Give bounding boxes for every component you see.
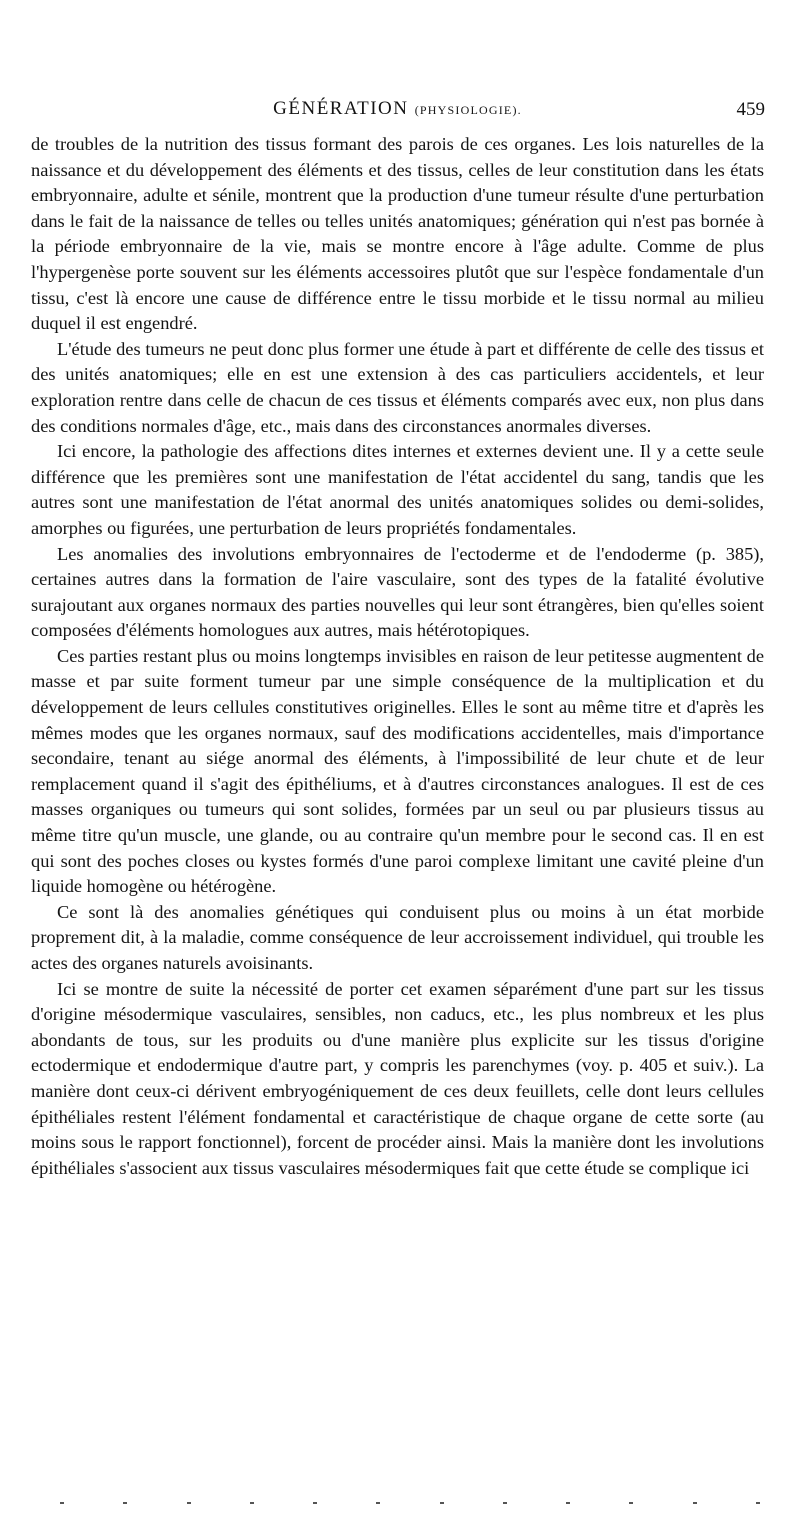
paragraph-6: Ce sont là des anomalies génétiques qui conduisent plus ou moins à un état morbide proprement dit, à la maladie, comme conséquence de leur accroissement individuel, qui trouble les actes des organes naturels avoisinants.: [31, 901, 764, 973]
paragraph-2: L'étude des tumeurs ne peut donc plus former une étude à part et différente de celle des tissus et des unités anatomiques; elle en est une extension à des cas particuliers accidentels, et leur exploration rentre dans celle de chacun de ces tissus et éléments comparés avec eux, non plus dans des conditions normales d'âge, etc., mais dans des circonstances anormales diverses.: [31, 338, 764, 436]
scan-mark: [566, 1502, 570, 1504]
scan-mark: [250, 1502, 254, 1504]
paragraph-3: Ici encore, la pathologie des affections dites internes et externes devient une. Il y a cette seule différence que les premières sont une manifestation de l'état accidentel du sang, tandis que les autres sont une manifestation de l'état anormal des unités anatomiques solides ou demi-solides, amorphes ou figurées, une perturbation de leurs propriétés fondamentales.: [31, 441, 764, 538]
paragraph-5: Ces parties restant plus ou moins longtemps invisibles en raison de leur petitesse augmentent de masse et par suite forment tumeur par une simple conséquence de la multiplication et du développement de leurs cellules constitutives originelles. Elles le sont au même titre et d'après les mêmes modes que les organes normaux, sauf des modifications accidentelles, mais d'importance secondaire, tenant au siége anormal des éléments, à l'impossibilité de leur chute et de leur remplacement quand il s'agit des épithéliums, et à d'autres circonstances analogues. Il est de ces masses organiques ou tumeurs qui sont solides, formées par un seul ou par plusieurs tissus au même titre qu'un muscle, une glande, ou au contraire qu'un membre pour le second cas. Il en est qui sont des poches closes ou kystes formés d'une paroi complexe limitant une cavité pleine d'un liquide homogène ou hétérogène.: [31, 645, 764, 897]
scan-mark: [187, 1502, 191, 1504]
scan-mark: [60, 1502, 64, 1504]
footer-scan-marks: [60, 1500, 760, 1506]
scan-mark: [440, 1502, 444, 1504]
paragraph-7: Ici se montre de suite la nécessité de porter cet examen séparément d'une part sur les tissus d'origine mésodermique vasculaires, sensibles, non caducs, etc., les plus nombreux et les plus abondants de tous, sur les produits ou d'une manière plus explicite sur les tissus d'origine ectodermique et endodermique d'autre part, y compris les parenchymes (voy. p. 405 et suiv.). La manière dont ceux-ci dérivent embryogéniquement de ces deux feuillets, celle dont leurs cellules épithéliales restent l'élément fondamental et caractéristique de chaque organe de cette sorte (au moins sous le rapport fonctionnel), forcent de procéder ainsi. Mais la manière dont les involutions épithéliales s'associent aux tissus vasculaires mésodermiques fait que cette étude se complique ici: [31, 978, 764, 1178]
scan-mark: [123, 1502, 127, 1504]
scan-mark: [503, 1502, 507, 1504]
header-title-main: GÉNÉRATION: [273, 98, 409, 119]
scan-mark: [693, 1502, 697, 1504]
scan-mark: [629, 1502, 633, 1504]
body-text: [31, 132, 764, 1181]
scan-mark: [756, 1502, 760, 1504]
scan-mark: [313, 1502, 317, 1504]
page-number: 459: [736, 99, 765, 120]
running-header: [30, 98, 765, 128]
scan-mark: [376, 1502, 380, 1504]
header-title-sub: (PHYSIOLOGIE).: [414, 103, 522, 117]
paragraph-4: Les anomalies des involutions embryonnaires de l'ectoderme et de l'endoderme (p. 385), certaines autres dans la formation de l'aire vasculaire, sont des types de la fatalité évolutive surajoutant aux organes normaux des parties nouvelles qui leur sont étrangères, bien qu'elles soient composées d'éléments homologues aux autres, mais hétérotopiques.: [31, 543, 764, 641]
header-title: [30, 98, 765, 120]
paragraph-1: de troubles de la nutrition des tissus formant des parois de ces organes. Les lois naturelles de la naissance et du développement des éléments et des tissus, celles de leur constitution dans les états embryonnaire, adulte et sénile, montrent que la production d'une tumeur résulte d'une perturbation dans le fait de la naissance de telles ou telles unités anatomiques; génération qui n'est pas bornée à la période embryonnaire de la vie, mais se montre encore à l'âge adulte. Comme de plus l'hypergenèse porte souvent sur les éléments accessoires plutôt que sur l'espèce fondamentale d'un tissu, c'est là encore une cause de différence entre le tissu morbide et le tissu normal au milieu duquel il est engendré.: [31, 134, 764, 334]
